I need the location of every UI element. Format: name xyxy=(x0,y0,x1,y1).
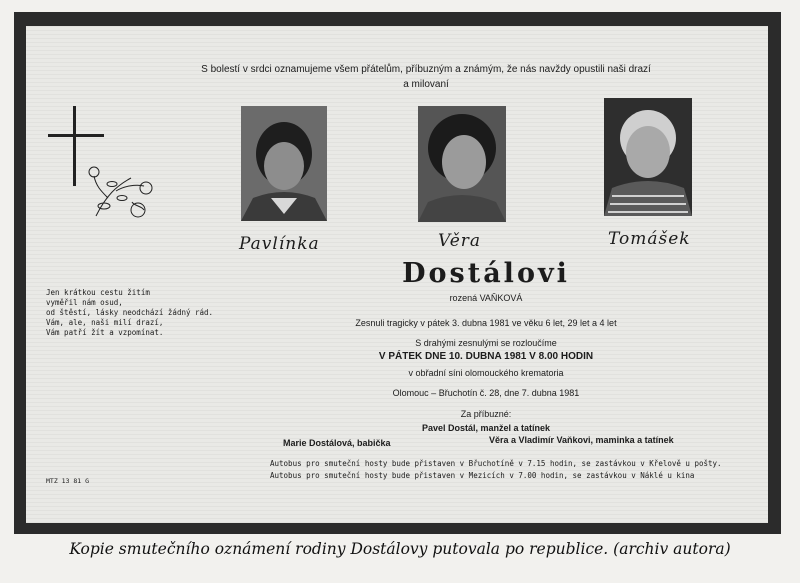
poem-line: vyměřil nám osud, xyxy=(46,298,123,307)
father-line: Pavel Dostál, manžel a tatínek xyxy=(421,423,551,433)
name-vera: Věra xyxy=(438,231,482,251)
name-tomasek: Tomášek xyxy=(608,229,691,249)
farewell-text: S drahými zesnulými se rozloučíme xyxy=(415,338,557,348)
name-pavlinka: Pavlínka xyxy=(239,234,320,254)
funeral-date: V PÁTEK DNE 10. DUBNA 1981 V 8.00 HODIN xyxy=(378,351,594,362)
photo-vera xyxy=(418,106,506,222)
image-caption: Kopie smutečního oznámení rodiny Dostálovy putovala po republice. (archiv autora) xyxy=(69,540,731,558)
maiden-name: rozená VAŇKOVÁ xyxy=(449,293,523,303)
grandmother-line: Marie Dostálová, babička xyxy=(283,438,391,448)
bus-info-2: Autobus pro smuteční hosty bude přistaven v Mezicích v 7.00 hodin, se zastávkou v Náklé u kina xyxy=(270,471,695,480)
poem-line: od štěstí, lásky neodchází žádný rád. xyxy=(46,308,214,317)
photo-tomasek xyxy=(604,98,692,216)
for-relatives: Za příbuzné: xyxy=(460,409,512,419)
parents-line: Věra a Vladimír Vaňkovi, maminka a tatínek xyxy=(489,435,674,445)
intro-line-2: a milovaní xyxy=(403,79,449,90)
poem-line: Vám patří žít a vzpomínat. xyxy=(46,328,164,337)
city-date: Olomouc – Břuchotín č. 28, dne 7. dubna 1981 xyxy=(392,388,580,398)
poem xyxy=(46,288,213,338)
poem-line: Jen krátkou cestu žitím xyxy=(46,288,150,297)
death-info: Zesnuli tragicky v pátek 3. dubna 1981 ve věku 6 let, 29 let a 4 let xyxy=(355,318,617,328)
family-surname: Dostálovi xyxy=(402,258,570,289)
bus-info-1: Autobus pro smuteční hosty bude přistaven v Břuchotíně v 7.15 hodin, se zastávkou v Křelově u pošty. xyxy=(270,459,722,468)
photo-pavlinka xyxy=(241,106,327,221)
cross-with-flower-icon xyxy=(46,106,156,226)
intro-text xyxy=(196,62,656,92)
intro-line-1: S bolestí v srdci oznamujeme všem přátelům, příbuzným a známým, že nás navždy opustili naši drazí xyxy=(201,64,651,75)
print-code: MTZ 13 81 G xyxy=(46,477,90,485)
obituary-notice xyxy=(26,26,768,523)
funeral-place: v obřadní síni olomouckého krematoria xyxy=(408,368,564,378)
poem-line: Vám, ale, naši milí drazí, xyxy=(46,318,164,327)
